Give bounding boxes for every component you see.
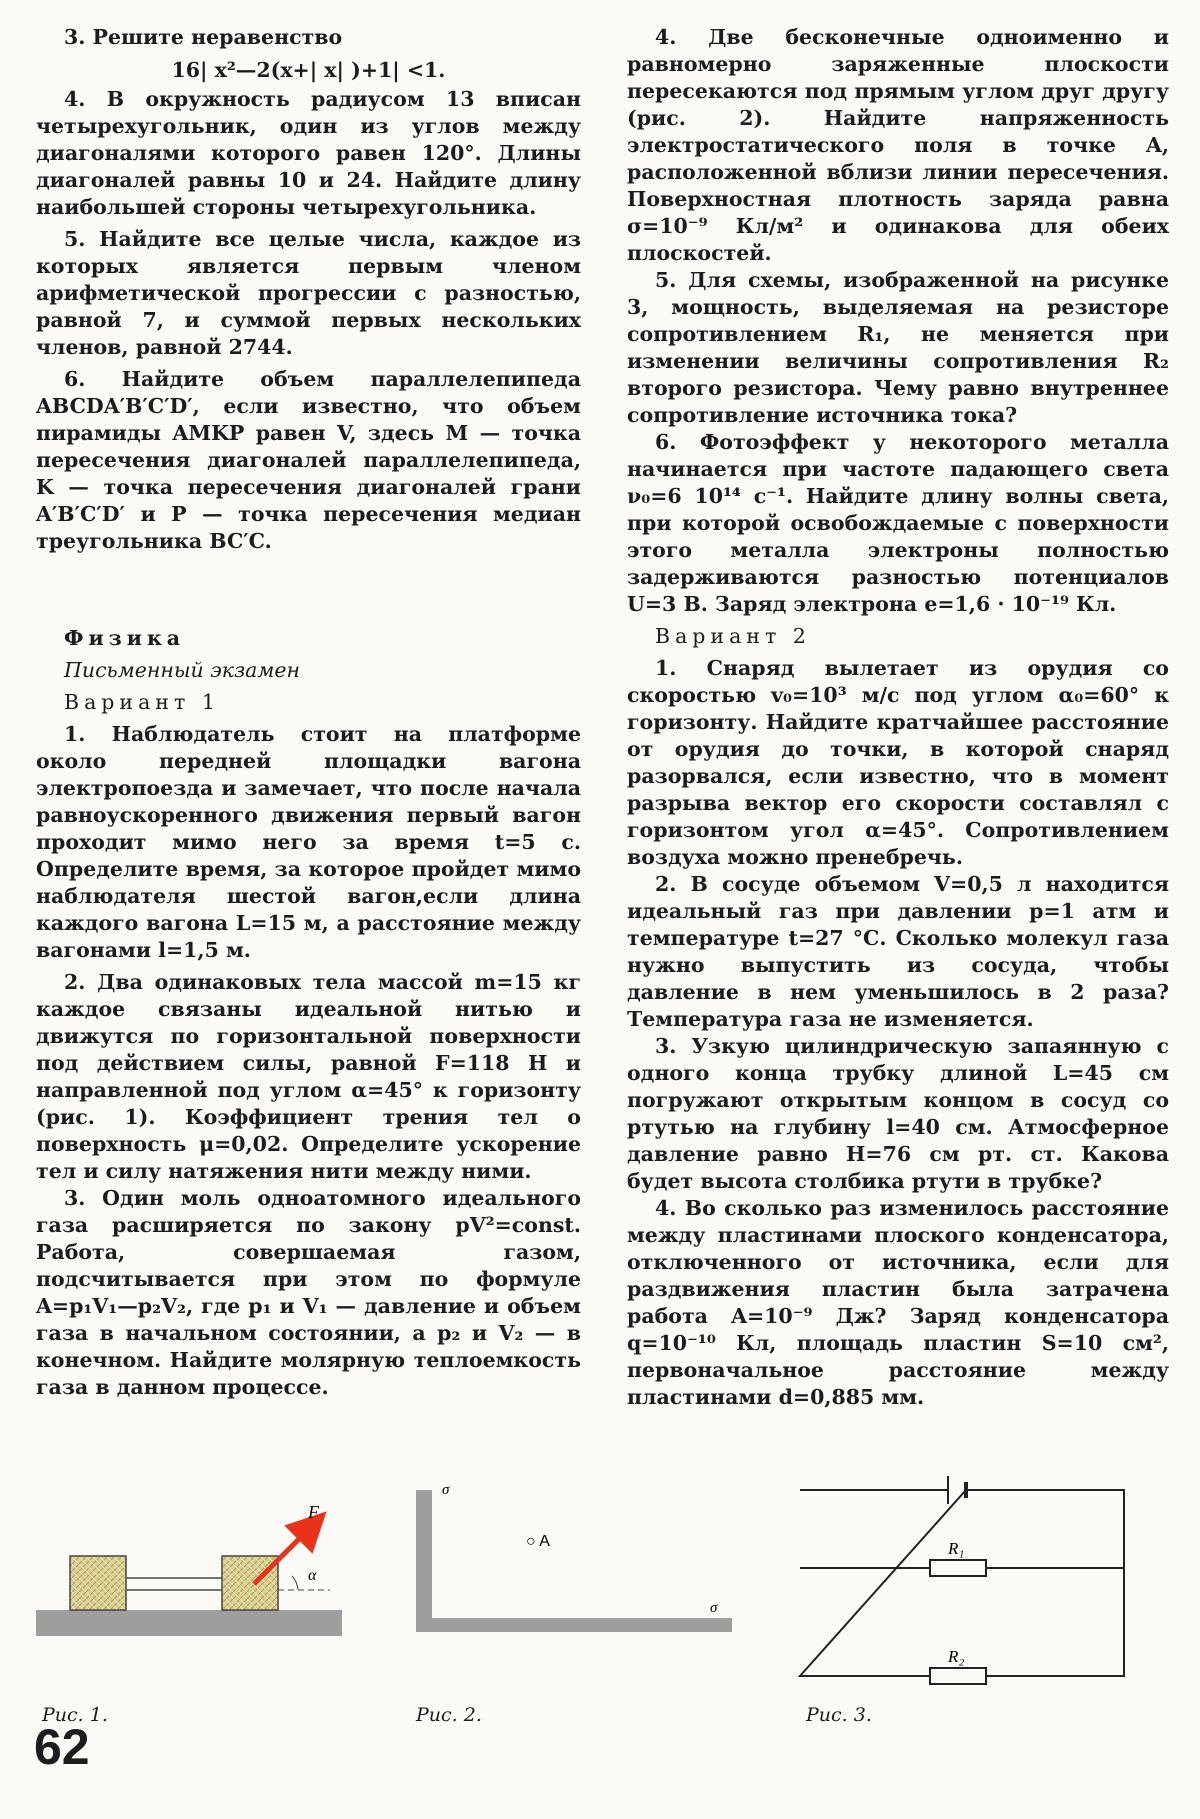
resistor-r2-label: R₂ xyxy=(948,1647,965,1666)
vertical-plane-sigma-label: σ xyxy=(442,1482,450,1498)
math-problem-4: 4. В окружность радиусом 13 вписан четырехугольник, один из углов между диагоналями которого равен 120°. Длины диагоналей равны 10 и 24. Найдите длину наибольшей стороны четырехугольника. xyxy=(36,87,581,219)
physics-v1-problem-6: 6. Фотоэффект у некоторого металла начинается при частоте падающего света ν₀=6 10¹⁴ с⁻¹. Найдите длину волны света, при которой освобождаемые с поверхности этого металла электроны полностью задерживаются разностью потенциалов U=3 В. Заряд электрона e=1,6 · 10⁻¹⁹ Кл. xyxy=(627,430,1169,616)
physics-v2-problem-4: 4. Во сколько раз изменилось расстояние между пластинами плоского конденсатора, отключенного от источника, если для раздвижения пластин была затрачена работа A=10⁻⁹ Дж? Заряд конденсатора q=10⁻¹⁰ Кл, площадь пластин S=10 см², первоначальное расстояние между пластинами d=0,885 мм. xyxy=(627,1196,1169,1409)
math-problem-6: 6. Найдите объем параллелепипеда ABCDA′B′C′D′, если известно, что объем пирамиды AMKP равен V, здесь M — точка пересечения диагоналей параллелепипеда, K — точка пересечения диагоналей грани A′B′C′D′ и P — точка пересечения медиан треугольника BC′C. xyxy=(36,367,581,553)
left-column xyxy=(36,24,581,1401)
physics-v1-problem-5: 5. Для схемы, изображенной на рисунке 3, мощность, выделяемая на резисторе сопротивлением R₁, не меняется при изменении величины сопротивления R₂ второго резистора. Чему равно внутреннее сопротивление источника тока? xyxy=(627,268,1169,427)
angle-arc xyxy=(292,1576,298,1590)
body-2 xyxy=(222,1556,278,1610)
resistor-r1-label: R₁ xyxy=(948,1539,965,1558)
body-1 xyxy=(70,1556,126,1610)
math-problem-5: 5. Найдите все целые числа, каждое из которых является первым членом арифметической прогрессии с разностью, равной 7, и суммой первых нескольких членов, равной 2744. xyxy=(36,227,581,359)
math-problem-3: 3. Решите неравенство xyxy=(64,25,343,49)
ground-surface xyxy=(36,1610,342,1636)
figure-2 xyxy=(410,1470,740,1700)
point-a-label: ○ A xyxy=(526,1533,550,1550)
physics-v1-problem-4: 4. Две бесконечные одноименно и равномерно заряженные плоскости пересекаются под прямым углом друг другу (рис. 2). Найдите напряженность электростатического поля в точке A, расположенной вблизи линии пересечения. Поверхностная плотность заряда равна σ=10⁻⁹ Кл/м² и одинакова для обеих плоскостей. xyxy=(627,25,1169,265)
physics-subtitle: Письменный экзамен xyxy=(64,658,301,682)
angle-label: α xyxy=(308,1567,317,1584)
physics-v1-problem-2: 2. Два одинаковых тела массой m=15 кг каждое связаны идеальной нитью и движутся по горизонтальной поверхности под действием силы, равной F=118 Н и направленной под углом α=45° к горизонту (рис. 1). Коэффициент трения тел о поверхность μ=0,02. Определите ускорение тел и силу натяжения нити между ними. xyxy=(36,970,581,1183)
physics-v1-problem-1: 1. Наблюдатель стоит на платформе около передней площадки вагона электропоезда и замечает, что после начала равноускоренного движения первый вагон проходит мимо него за время t=5 с. Определите время, за которое пройдет мимо наблюдателя шестой вагон,если длина каждого вагона L=15 м, а расстояние между вагонами l=1,5 м. xyxy=(36,722,581,962)
physics-v2-problem-2: 2. В сосуде объемом V=0,5 л находится идеальный газ при давлении p=1 атм и температуре t=27 °С. Сколько молекул газа нужно выпустить из сосуда, чтобы давление в нем уменьшилось в 2 раза? Температура газа не изменяется. xyxy=(627,872,1169,1031)
figure-1 xyxy=(30,1480,365,1700)
force-label: F xyxy=(308,1502,319,1522)
horizontal-plane-sigma-label: σ xyxy=(710,1600,718,1616)
resistor-r1-icon xyxy=(930,1560,986,1576)
physics-v2-problem-1: 1. Снаряд вылетает из орудия со скоростью v₀=10³ м/с под углом α₀=60° к горизонту. Найдите кратчайшее расстояние от орудия до точки, в которой снаряд разорвался, если известно, что в момент разрыва вектор его скорости составлял с горизонтом угол α=45°. Сопротивлением воздуха можно пренебречь. xyxy=(627,656,1169,869)
right-column xyxy=(627,24,1169,1411)
page-number: 62 xyxy=(34,1719,90,1775)
figure-3-caption: Рис. 3. xyxy=(806,1704,872,1726)
physics-v2-problem-3: 3. Узкую цилиндрическую запаянную с одного конца трубку длиной L=45 см погружают открытым концом в сосуд со ртутью на глубину l=40 см. Атмосферное давление равно H=76 см рт. ст. Какова будет высота столбика ртути в трубке? xyxy=(627,1034,1169,1193)
physics-v1-problem-3: 3. Один моль одноатомного идеального газа расширяется по закону pV²=const. Работа, совершаемая газом, подсчитывается при этом по формуле A=p₁V₁—p₂V₂, где p₁ и V₁ — давление и объем газа в начальном состоянии, а p₂ и V₂ — в конечном. Найдите молярную теплоемкость газа в данном процессе. xyxy=(36,1186,581,1399)
figure-1-caption: Рис. 1. xyxy=(42,1704,108,1726)
math-problem-3-formula: 16| x²—2(x+| x| )+1| <1. xyxy=(171,58,446,82)
figure-3 xyxy=(790,1470,1140,1700)
physics-title: Физика xyxy=(64,626,186,650)
resistor-r2-icon xyxy=(930,1668,986,1684)
variant2-heading: Вариант 2 xyxy=(655,624,811,648)
figure-2-caption: Рис. 2. xyxy=(416,1704,482,1726)
charged-planes xyxy=(416,1490,732,1632)
variant1-heading: Вариант 1 xyxy=(64,690,220,714)
force-arrow-icon xyxy=(254,1522,316,1584)
